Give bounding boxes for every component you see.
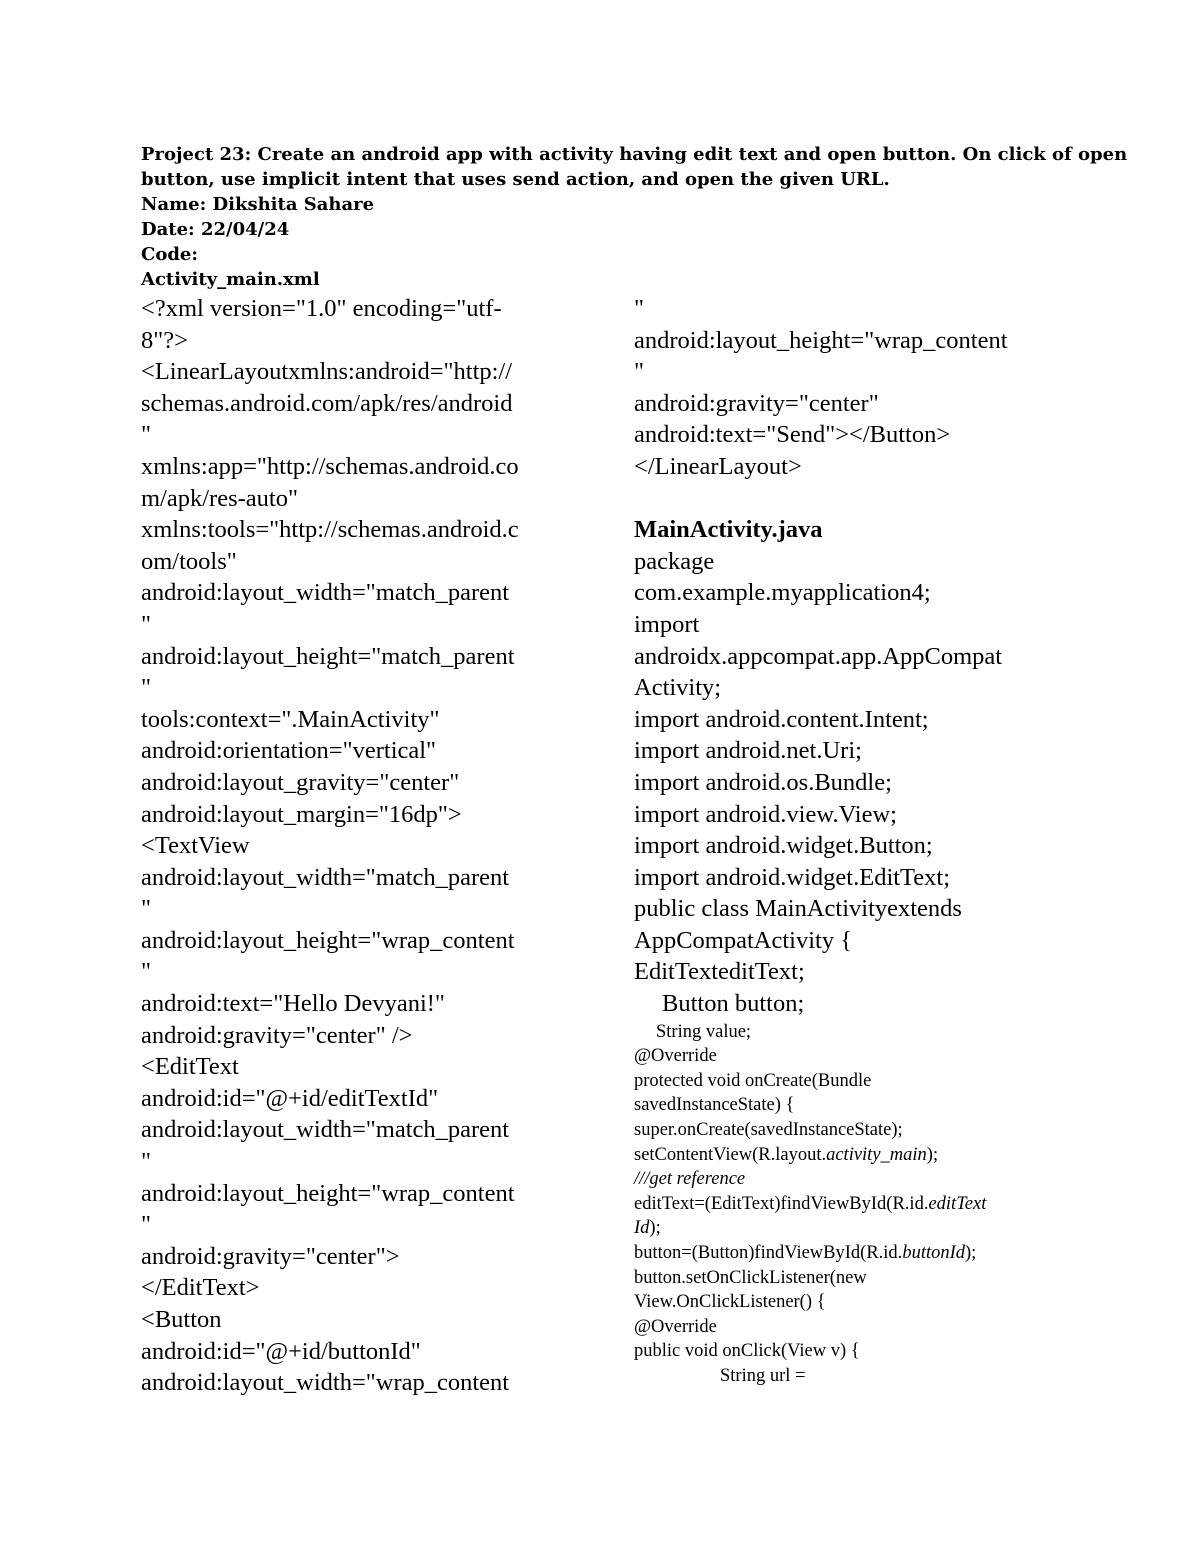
code-line: import android.net.Uri; [634,737,862,765]
project-title-line-2: button, use implicit intent that uses send action, and open the given URL. [141,169,890,190]
code-line: xmlns:tools="http://schemas.android.c [141,516,519,544]
code-line: " [141,610,152,638]
code-line: android:gravity="center" [634,389,879,417]
code-line: import android.view.View; [634,800,897,828]
code-line: schemas.android.com/apk/res/android [141,389,513,417]
code-line: package [634,547,715,575]
right-code-column [634,293,1074,1389]
code-line: android:layout_width="match_parent [141,1116,510,1144]
left-code-column [141,293,581,1399]
code-text: ); [926,1144,939,1165]
code-text: button=(Button)findViewById(R.id. [634,1243,903,1263]
code-line [634,1241,1074,1266]
code-line: android:layout_width="match_parent [141,863,510,891]
code-text: editText=(EditText)findViewById(R.id. [634,1193,929,1214]
code-line: m/apk/res-auto" [141,484,298,512]
code-line: tools:context=".MainActivity" [141,705,440,733]
code-line: " [141,1148,152,1176]
code-line: android:layout_height="wrap_content [141,1179,515,1207]
code-line: savedInstanceState) { [634,1095,795,1116]
code-line: Button button; [662,990,805,1018]
code-text: setContentView(R.layout. [634,1144,827,1165]
code-line: public class MainActivityextends [634,895,962,923]
code-line: Activity; [634,674,722,702]
code-line: super.onCreate(savedInstanceState); [634,1120,903,1141]
code-line: @Override [634,1316,717,1337]
code-text: ); [649,1218,661,1239]
code-comment: ///get reference [634,1169,746,1190]
code-line: " [141,674,152,702]
author-name: Name: Dikshita Sahare [141,194,375,215]
code-line: import android.os.Bundle; [634,768,892,796]
code-line: android:id="@+id/buttonId" [141,1337,421,1365]
code-line: String value; [656,1021,752,1042]
project-title-line-1: Project 23: Create an android app with activity having edit text and open button. On click of open [141,144,1128,165]
code-line: </EditText> [141,1274,260,1302]
code-line: xmlns:app="http://schemas.android.co [141,452,519,480]
code-line: " [634,358,645,386]
code-text: ); [965,1243,977,1263]
code-line: android:layout_width="wrap_content [141,1369,510,1397]
code-line: @Override [634,1046,717,1067]
code-line: android:layout_width="match_parent [141,579,510,607]
document-header [141,142,1128,292]
code-line: " [141,1211,152,1239]
code-line: " [634,295,645,322]
code-line: om/tools" [141,547,237,575]
code-line: 8"?> [141,326,188,354]
code-line [634,1192,1074,1217]
code-text-italic: editText [928,1193,987,1214]
code-line: EditTexteditText; [634,958,805,986]
code-text-italic: buttonId [902,1243,966,1263]
code-line: button.setOnClickListener(new [634,1267,867,1288]
code-line: android:text="Send"></Button> [634,421,951,449]
code-line: public void onClick(View v) { [634,1341,860,1362]
blank-line [634,483,1074,515]
code-line: android:layout_height="wrap_content [141,926,515,954]
code-line: AppCompatActivity { [634,926,852,954]
file-heading-java: MainActivity.java [634,516,823,544]
code-line: android:orientation="vertical" [141,737,437,765]
file-heading-xml: Activity_main.xml [141,269,320,290]
code-line [634,1216,1074,1241]
code-line: android:gravity="center" /> [141,1021,413,1049]
code-line: <EditText [141,1053,239,1081]
code-line: <TextView [141,832,250,860]
code-line: " [141,895,152,923]
code-line: protected void onCreate(Bundle [634,1070,872,1091]
code-line: androidx.appcompat.app.AppCompat [634,642,1003,670]
code-line: android:text="Hello Devyani!" [141,990,445,1018]
code-line: android:layout_height="match_parent [141,642,515,670]
code-line: android:layout_height="wrap_content [634,326,1008,354]
code-line: <Button [141,1306,222,1333]
code-line: import android.widget.Button; [634,832,933,860]
code-line: android:layout_margin="16dp"> [141,800,462,828]
code-line: String url = [720,1365,806,1386]
code-line: </LinearLayout> [634,452,802,480]
code-line: import android.content.Intent; [634,705,929,733]
code-line: " [141,421,152,449]
code-text-italic: Id [634,1218,650,1239]
code-line: android:id="@+id/editTextId" [141,1084,439,1112]
code-text-italic: activity_main [826,1144,927,1165]
code-line: import android.widget.EditText; [634,863,951,891]
code-line: View.OnClickListener() { [634,1292,826,1313]
code-line: <?xml version="1.0" encoding="utf- [141,295,502,322]
code-line: " [141,958,152,986]
code-line: com.example.myapplication4; [634,579,931,607]
code-line: import [634,610,700,638]
code-line [634,1143,1074,1168]
code-line: android:gravity="center"> [141,1242,400,1270]
code-label: Code: [141,244,199,265]
code-line: <LinearLayoutxmlns:android="http:// [141,358,513,386]
code-line: android:layout_gravity="center" [141,768,460,796]
document-date: Date: 22/04/24 [141,219,290,240]
